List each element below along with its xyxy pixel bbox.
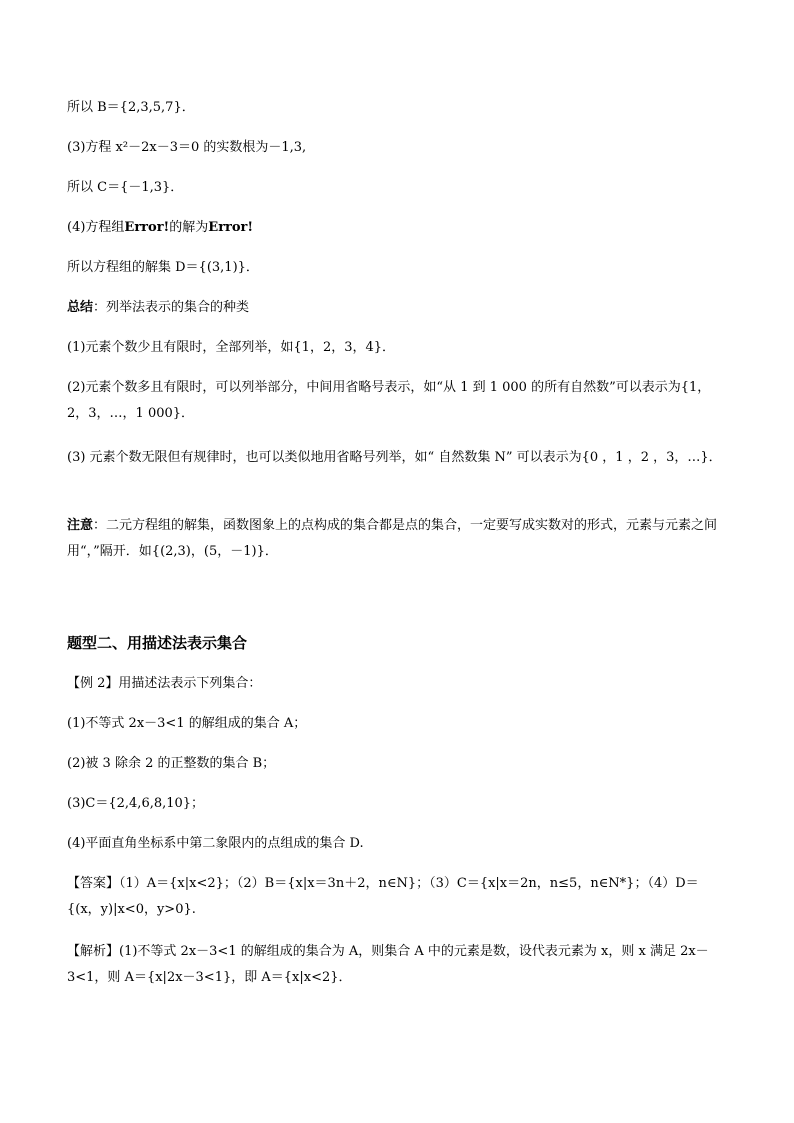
text-line: (3)方程 x²－2x－3＝0 的实数根为－1,3, [67,140,307,155]
note-paragraph [67,513,727,565]
text-paragraph: (2)元素个数多且有限时，可以列举部分，中间用省略号表示，如“从 1 到 1 000 的所有自然数”可以表示为{1，2，3，…，1 000}． [67,380,711,421]
text-line: (1)不等式 2x－3<1 的解组成的集合 A； [67,716,307,731]
text-line: 所以 B＝{2,3,5,7}． [67,100,195,115]
text-line: (2)被 3 除余 2 的正整数的集合 B； [67,756,276,771]
text-paragraph: (3) 元素个数无限但有规律时，也可以类似地用省略号列举，如“ 自然数集 N” 可以表示为{0 ，1 ，2 ，3，…}． [67,450,722,465]
text-line: 所以 C＝{－1,3}． [67,180,184,195]
summary-text: ：列举法表示的集合的种类 [93,300,250,315]
text-fragment: (4)方程组 [67,220,125,235]
summary-line [67,300,727,316]
text-line [67,220,727,236]
text-line: (3)C＝{2,4,6,8,10}； [67,796,205,811]
answer-paragraph: 【答案】（1）A＝{x|x<2}；（2）B＝{x|x＝3n＋2，n∈N}；（3）C＝{x|x＝2n，n≤5，n∈N*}；（4）D＝{(x，y)|x<0，y>0}. [67,876,699,917]
note-text: ：二元方程组的解集，函数图象上的点构成的集合都是点的集合，一定要写成实数对的形式，元素与元素之间用“，”隔开．如{(2,3)，(5，－1)}． [67,518,718,559]
text-line: (1)元素个数少且有限时，全部列举，如{1，2，3，4}． [67,340,396,355]
example-title: 【例 2】用描述法表示下列集合： [67,676,262,691]
summary-label: 总结 [67,300,94,315]
analysis-paragraph: 【解析】(1)不等式 2x－3<1 的解组成的集合为 A，则集合 A 中的元素是数，设代表元素为 x，则 x 满足 2x－3<1，则 A＝{x|2x－3<1}，即 A＝{x|x<2}． [67,944,709,985]
error-text: Error! [124,220,170,235]
text-line: 所以方程组的解集 D＝{(3,1)}． [67,260,259,275]
text-fragment: 的解为 [169,220,209,235]
note-label: 注意 [67,518,94,533]
text-line: (4)平面直角坐标系中第二象限内的点组成的集合 D. [67,836,364,851]
section-heading: 题型二、用描述法表示集合 [67,634,248,652]
error-text: Error! [208,220,254,235]
